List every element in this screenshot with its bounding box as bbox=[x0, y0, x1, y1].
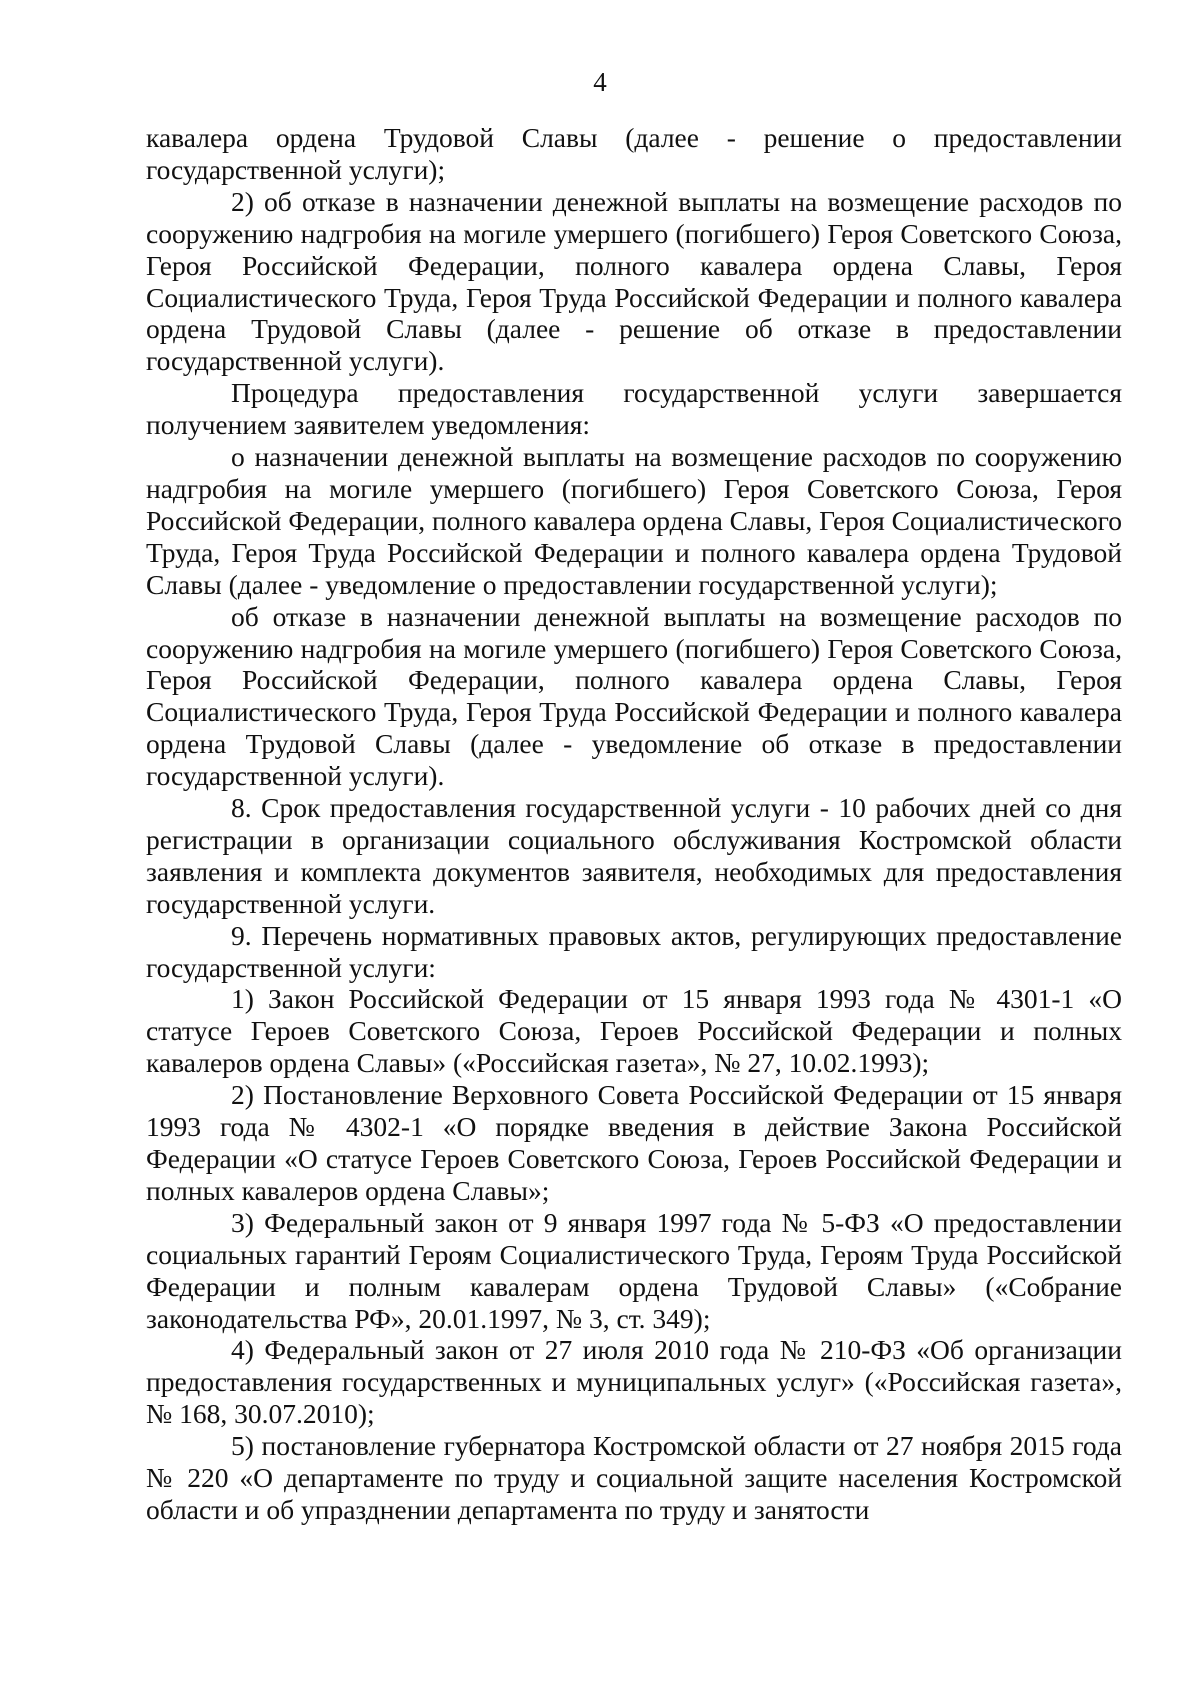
paragraph-item-8-term: 8. Срок предоставления государственной услуги - 10 рабочих дней со дня регистрации в организации социального обслуживания Костромской области заявления и комплекта документов заявителя, необходимых для предоставления государственной услуги. bbox=[146, 792, 1122, 919]
paragraph-legal-act-3: 3) Федеральный закон от 9 января 1997 года № 5-ФЗ «О предоставлении социальных гарантий Героям Социалистического Труда, Героям Труда Российской Федерации и полным кавалерам ордена Трудовой Славы» («Собрание законодательства РФ», 20.01.1997, № 3, ст. 349); bbox=[146, 1206, 1122, 1334]
paragraph-legal-act-2: 2) Постановление Верховного Совета Российской Федерации от 15 января 1993 года № 4302-1 «О порядке введения в действие Закона Российской Федерации «О статусе Героев Советского Союза, Героев Российской Федерации и полных кавалеров ордена Славы»; bbox=[146, 1079, 1122, 1206]
document-body bbox=[146, 122, 1122, 1526]
paragraph-legal-act-4: 4) Федеральный закон от 27 июля 2010 года № 210-ФЗ «Об организации предоставления государственных и муниципальных услуг» («Российская газета», № 168, 30.07.2010); bbox=[146, 1334, 1122, 1430]
paragraph-legal-act-5: 5) постановление губернатора Костромской области от 27 ноября 2015 года № 220 «О департаменте по труду и социальной защите населения Костромской области и об упразднении департамента по труду и занятости bbox=[146, 1430, 1122, 1525]
paragraph-decision-grant-end: кавалера ордена Трудовой Славы (далее - решение о предоставлении государственной услуги); bbox=[146, 122, 1122, 185]
paragraph-decision-refusal: 2) об отказе в назначении денежной выплаты на возмещение расходов по сооружению надгробия на могиле умершего (погибшего) Героя Советского Союза, Героя Российской Федерации, полного кавалера ордена Славы, Героя Социалистического Труда, Героя Труда Российской Федерации и полного кавалера ордена Трудовой Славы (далее - решение об отказе в предоставлении государственной услуги). bbox=[146, 185, 1122, 377]
paragraph-item-9-legal-acts: 9. Перечень нормативных правовых актов, регулирующих предоставление государственной услуги: bbox=[146, 919, 1122, 983]
page-number: 4 bbox=[593, 67, 607, 97]
paragraph-legal-act-1: 1) Закон Российской Федерации от 15 января 1993 года № 4301-1 «О статусе Героев Советского Союза, Героев Российской Федерации и полных кавалеров ордена Славы» («Российская газета», № 27, 10.02.1993); bbox=[146, 983, 1122, 1079]
paragraph-notice-refusal: об отказе в назначении денежной выплаты на возмещение расходов по сооружению надгробия на могиле умершего (погибшего) Героя Советского Союза, Героя Российской Федерации, полного кавалера ордена Славы, Героя Социалистического Труда, Героя Труда Российской Федерации и полного кавалера ордена Трудовой Славы (далее - уведомление об отказе в предоставлении государственной услуги). bbox=[146, 600, 1122, 792]
paragraph-procedure-completion: Процедура предоставления государственной услуги завершается получением заявителем уведомления: bbox=[146, 377, 1122, 441]
paragraph-notice-grant: о назначении денежной выплаты на возмещение расходов по сооружению надгробия на могиле умершего (погибшего) Героя Советского Союза, Героя Российской Федерации, полного кавалера ордена Славы, Героя Социалистического Труда, Героя Труда Российской Федерации и полного кавалера ордена Трудовой Славы (далее - уведомление о предоставлении государственной услуги); bbox=[146, 441, 1122, 600]
